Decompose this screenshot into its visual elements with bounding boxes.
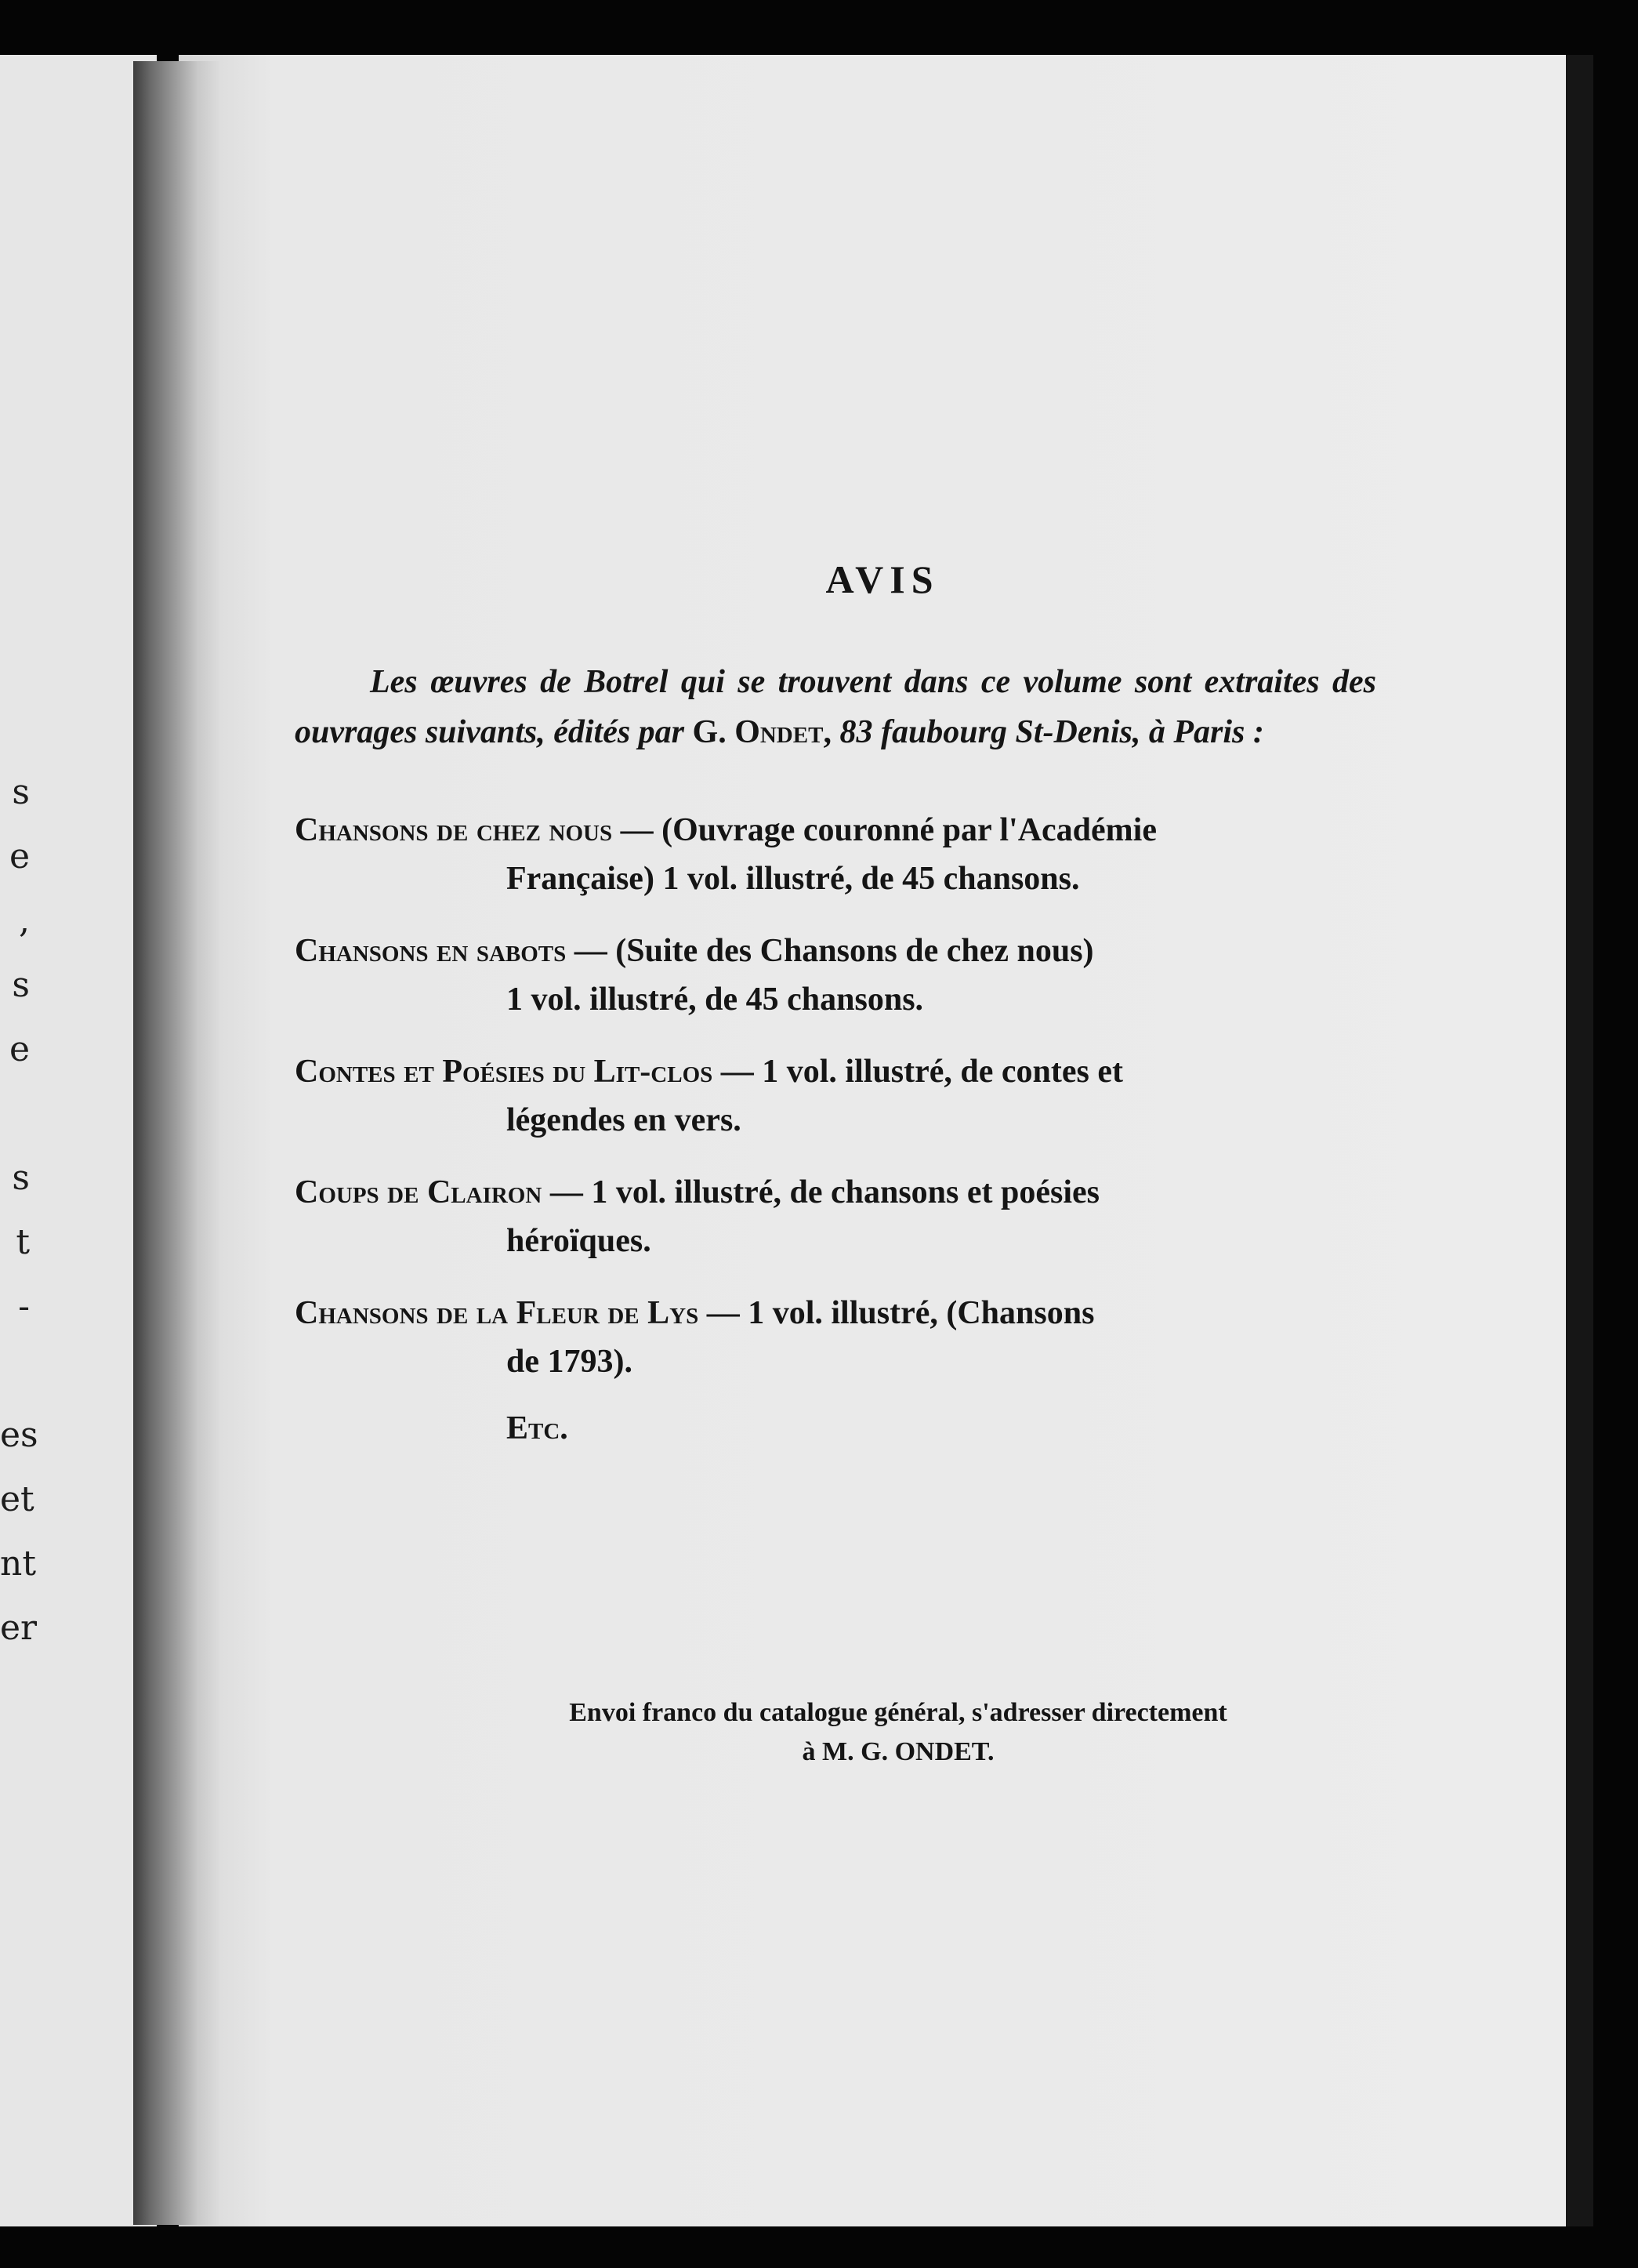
book-description: 1 vol. illustré, (Chansons [748,1295,1095,1331]
book-title: Contes et Poésies du Lit-clos [295,1054,713,1090]
book-description-continued: Française) 1 vol. illustré, de 45 chansons. [506,861,1080,897]
book-description-continued: légendes en vers. [506,1102,741,1138]
fragment: s [12,965,30,1005]
previous-page-text-fragments [0,760,47,1660]
intro-text-before: Les œuvres de Botrel qui se trouvent dans ce volume sont extraites des ouvrages suivants, édités par [295,664,1376,750]
book-entry [295,1047,1376,1145]
book-entry [295,927,1376,1024]
notice [295,557,1376,1766]
intro-text-after: 83 faubourg St-Denis, à Paris : [831,714,1264,750]
page-right-edge [1566,55,1593,2226]
separator: — [698,1295,748,1331]
book-description: 1 vol. illustré, de contes et [762,1054,1124,1090]
etc-line: Etc. [506,1410,568,1446]
separator: — [542,1174,592,1210]
fragment: t [16,1222,30,1262]
fragment: - [18,1286,30,1326]
book-description: (Suite des Chansons de chez nous) [615,933,1094,969]
book-title: Chansons en sabots [295,933,567,969]
fragment [0,1082,47,1146]
publisher-name: G. Ondet, [692,714,832,750]
separator: — [612,812,662,848]
fragment: nt [0,1544,37,1584]
separator: — [712,1054,763,1090]
book-description-continued: héroïques. [506,1223,651,1259]
page [179,55,1566,2226]
fragment: e [9,1029,30,1069]
book-entry [295,1289,1376,1386]
catalogue-footer [295,1693,1439,1772]
footer-line: Envoi franco du catalogue général, s'adresser directement [569,1698,1227,1727]
book-description-continued: 1 vol. illustré, de 45 chansons. [506,982,924,1018]
book-entry [295,1168,1376,1265]
page-title: AVIS [825,557,940,601]
fragment: s [12,772,30,812]
book-description: 1 vol. illustré, de chansons et poésies [591,1174,1100,1210]
book-spine-shadow [133,61,219,2225]
footer-line: à M. G. ONDET. [802,1737,995,1766]
book-description-continued: de 1793). [506,1344,632,1380]
fragment: , [19,901,30,941]
book-title: Chansons de la Fleur de Lys [295,1295,699,1331]
fragment: s [12,1158,30,1198]
fragment: e [9,836,30,876]
book-description: (Ouvrage couronné par l'Académie [661,812,1157,848]
book-entry [295,806,1376,903]
book-title: Coups de Clairon [295,1174,542,1210]
intro-paragraph [295,657,1376,757]
fragment: es [0,1415,38,1455]
separator: — [566,933,616,969]
fragment: er [0,1608,38,1648]
fragment: et [0,1479,34,1519]
fragment [0,1339,47,1403]
book-title: Chansons de chez nous [295,812,613,848]
